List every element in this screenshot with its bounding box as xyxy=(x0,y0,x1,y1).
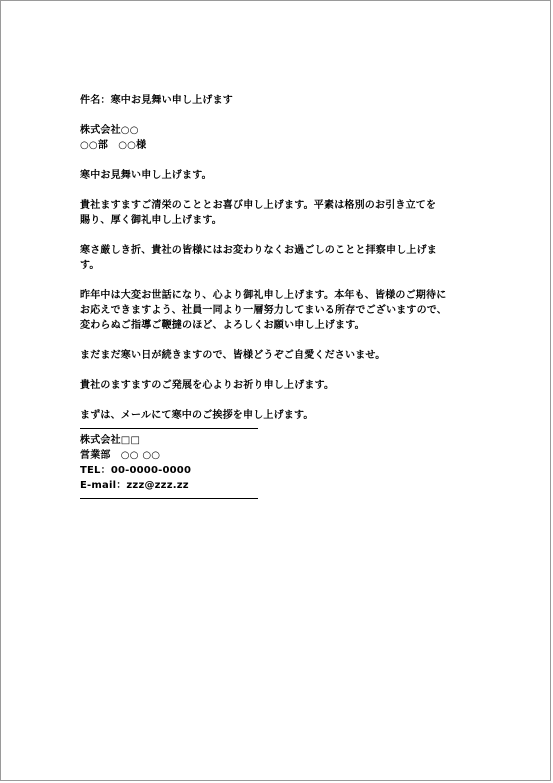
paragraph-5: 貴社のますますのご発展を心よりお祈り申し上げます。 xyxy=(80,380,335,391)
recipient-person: ○○部 ○○様 xyxy=(80,140,147,151)
letter-body xyxy=(80,93,490,503)
recipient-company: 株式会社○○ xyxy=(80,125,139,136)
signature-top-rule xyxy=(80,428,258,429)
paragraph-6: まずは、メールにて寒中のご挨拶を申し上げます。 xyxy=(80,410,314,421)
signature-block xyxy=(80,433,490,493)
signature-tel: TEL：00-0000-0000 xyxy=(80,465,192,476)
subject-line: 件名：寒中お見舞い申し上げます xyxy=(80,95,233,106)
paragraph-1: 貴社ますますご清栄のこととお喜び申し上げます。平素は格別のお引き立てを 賜り、厚く御礼申し上げます。 xyxy=(80,200,437,226)
signature-company: 株式会社□□ xyxy=(80,435,141,446)
paragraph-2: 寒さ厳しき折、貴社の皆様にはお変わりなくお過ごしのことと拝察申し上げま す。 xyxy=(80,245,437,271)
signature-email: E-mail：zzz@zzz.zz xyxy=(80,480,189,491)
greeting-line: 寒中お見舞い申し上げます。 xyxy=(80,170,212,181)
signature-person: 営業部 ○○ ○○ xyxy=(80,450,161,461)
paragraph-4: まだまだ寒い日が続きますので、皆様どうぞご自愛くださいませ。 xyxy=(80,350,386,361)
signature-bottom-rule xyxy=(80,498,258,499)
paragraph-3: 昨年中は大変お世話になり、心より御礼申し上げます。本年も、皆様のご期待に お応えできますよう、社員一同より一層努力してまいる所存でございますので、 変わらぬご指導ご鞭撻のほど、よろしくお願い申し上げます。 xyxy=(80,290,447,331)
